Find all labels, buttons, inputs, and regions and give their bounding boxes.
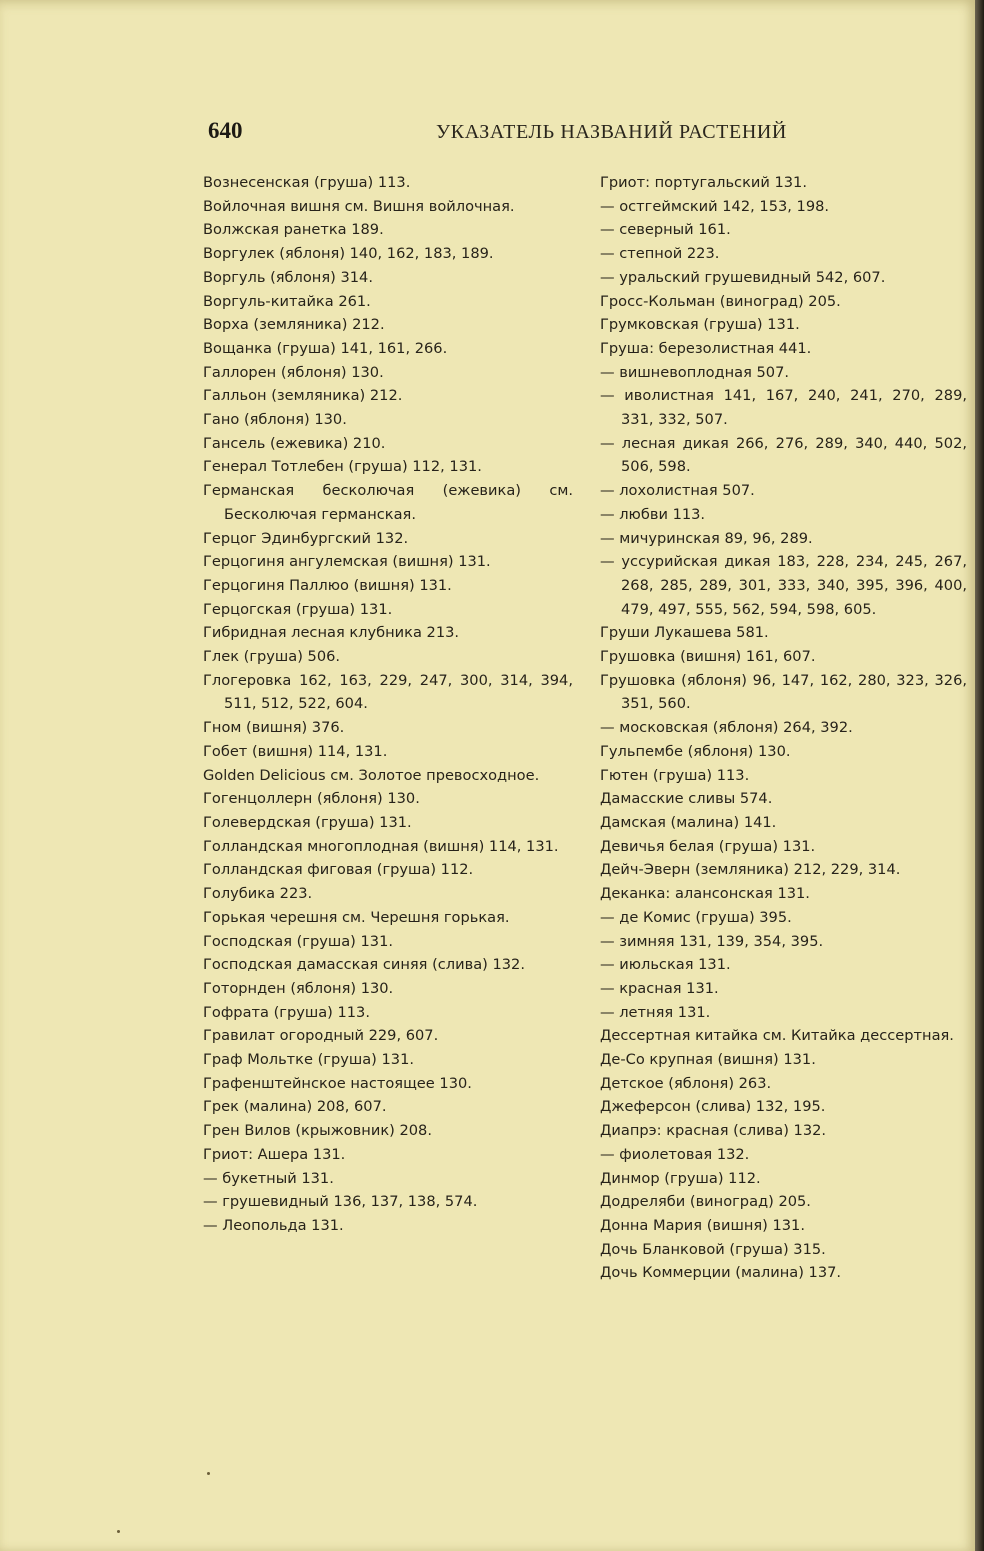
paper-speck — [117, 1530, 120, 1533]
index-entry: Глек (груша) 506. — [203, 648, 341, 666]
index-entry: Грен Вилов (крыжовник) 208. — [203, 1122, 432, 1140]
index-entry: Гибридная лесная клубника 213. — [203, 624, 460, 642]
index-entry: Грумковская (груша) 131. — [600, 316, 800, 334]
index-entry: — зимняя 131, 139, 354, 395. — [600, 932, 824, 950]
index-entry: Дессертная китайка см. Китайка дессертная. — [600, 1027, 954, 1045]
index-entry: — де Комис (груша) 395. — [600, 908, 792, 926]
index-entry: Германская бесколючая (ежевика) см. Бесколючая германская. — [203, 482, 573, 523]
index-entry: Груши Лукашева 581. — [600, 624, 769, 642]
index-entry: — Леопольда 131. — [203, 1216, 344, 1234]
index-entry: Дамская (малина) 141. — [600, 813, 777, 831]
index-entry: Де-Со крупная (вишня) 131. — [600, 1051, 816, 1069]
index-entry: Дейч-Эверн (земляника) 212, 229, 314. — [600, 861, 901, 879]
index-entry: Гобет (вишня) 114, 131. — [203, 742, 388, 760]
index-entry: — красная 131. — [600, 979, 719, 997]
index-entry: Герцогиня Паллюо (вишня) 131. — [203, 576, 452, 594]
index-entry: — уссурийская дикая 183, 228, 234, 245, 267, 268, 285, 289, 301, 333, 340, 395, 396, 400, 479, 497, 555, 562, 594, 598, 605. — [600, 553, 967, 618]
index-entry: Деканка: алансонская 131. — [600, 885, 810, 903]
index-entry: Воргуль (яблоня) 314. — [203, 268, 373, 286]
index-entry: Гравилат огородный 229, 607. — [203, 1027, 439, 1045]
index-entry: Джеферсон (слива) 132, 195. — [600, 1098, 826, 1116]
index-entry: Гано (яблоня) 130. — [203, 411, 347, 429]
index-entry: Гросс-Кольман (виноград) 205. — [600, 292, 841, 310]
index-entry: Груша: березолистная 441. — [600, 339, 812, 357]
index-column-left — [203, 171, 573, 1238]
index-entry: — любви 113. — [600, 505, 706, 523]
index-entry: — грушевидный 136, 137, 138, 574. — [203, 1193, 478, 1211]
index-entry: Ворха (земляника) 212. — [203, 316, 385, 334]
index-entry: Грушовка (яблоня) 96, 147, 162, 280, 323, 326, 351, 560. — [600, 671, 967, 713]
index-entry: Голландская фиговая (груша) 112. — [203, 861, 474, 879]
index-entry: — московская (яблоня) 264, 392. — [600, 719, 853, 737]
index-entry: Девичья белая (груша) 131. — [600, 837, 816, 855]
index-entry: Грушовка (вишня) 161, 607. — [600, 648, 816, 666]
index-entry: — июльская 131. — [600, 956, 731, 974]
index-entry: Гном (вишня) 376. — [203, 719, 345, 737]
index-entry: Войлочная вишня см. Вишня войлочная. — [203, 197, 515, 215]
index-entry: — уральский грушевидный 542, 607. — [600, 268, 886, 286]
index-entry: — букетный 131. — [203, 1169, 334, 1187]
index-entry: Генерал Тотлебен (груша) 112, 131. — [203, 458, 482, 476]
index-entry: Готорнден (яблоня) 130. — [203, 979, 394, 997]
index-entry: Детское (яблоня) 263. — [600, 1074, 772, 1092]
index-entry: Господская (груша) 131. — [203, 932, 393, 950]
index-entry: Динмор (груша) 112. — [600, 1169, 761, 1187]
index-entry: Донна Мария (вишня) 131. — [600, 1216, 805, 1234]
index-entry: Горькая черешня см. Черешня горькая. — [203, 908, 510, 926]
index-entry: Гансель (ежевика) 210. — [203, 434, 386, 452]
index-column-right — [600, 171, 967, 1285]
index-entry: Голубика 223. — [203, 885, 313, 903]
index-entry: Гриот: Ашера 131. — [203, 1145, 346, 1163]
index-entry: Глогеровка 162, 163, 229, 247, 300, 314, 394, 511, 512, 522, 604. — [203, 671, 573, 713]
index-entry: Гульпембе (яблоня) 130. — [600, 742, 791, 760]
index-entry: Воргулек (яблоня) 140, 162, 183, 189. — [203, 245, 494, 263]
index-entry: Дамасские сливы 574. — [600, 790, 773, 808]
index-entry: Герцогская (груша) 131. — [203, 600, 393, 618]
index-entry: Гютен (груша) 113. — [600, 766, 750, 784]
index-entry: Графенштейнское настоящее 130. — [203, 1074, 472, 1092]
index-entry: Воргуль-китайка 261. — [203, 292, 371, 310]
index-entry: Вощанка (груша) 141, 161, 266. — [203, 339, 448, 357]
page-edge-shadow — [975, 0, 984, 1551]
index-entry: — иволистная 141, 167, 240, 241, 270, 289, 331, 332, 507. — [600, 387, 967, 429]
index-entry: Golden Delicious см. Золотое превосходное. — [203, 766, 540, 784]
index-entry: Голевердская (груша) 131. — [203, 813, 412, 831]
index-entry: Гриот: португальский 131. — [600, 174, 807, 191]
index-entry: — лохолистная 507. — [600, 482, 755, 500]
index-entry: Голландская многоплодная (вишня) 114, 131. — [203, 837, 559, 855]
index-entry: Додреляби (виноград) 205. — [600, 1193, 811, 1211]
index-entry: — фиолетовая 132. — [600, 1145, 750, 1163]
index-entry: Господская дамасская синяя (слива) 132. — [203, 956, 525, 974]
index-entry: Гогенцоллерн (яблоня) 130. — [203, 790, 420, 808]
index-entry: — остгеймский 142, 153, 198. — [600, 197, 830, 215]
index-entry: — вишневоплодная 507. — [600, 363, 790, 381]
running-title: УКАЗАТЕЛЬ НАЗВАНИЙ РАСТЕНИЙ — [436, 121, 787, 143]
index-entry: — летняя 131. — [600, 1003, 711, 1021]
index-entry: Вознесенская (груша) 113. — [203, 174, 411, 191]
index-entry: — степной 223. — [600, 245, 720, 263]
index-entry: Герцогиня ангулемская (вишня) 131. — [203, 553, 491, 571]
index-entry: Граф Мольтке (груша) 131. — [203, 1051, 414, 1069]
index-entry: Грек (малина) 208, 607. — [203, 1098, 387, 1116]
index-entry: — северный 161. — [600, 221, 731, 239]
index-entry: Галлорен (яблоня) 130. — [203, 363, 384, 381]
page-number: 640 — [208, 118, 243, 143]
paper-speck — [207, 1472, 210, 1475]
index-entry: Герцог Эдинбургский 132. — [203, 529, 409, 547]
index-entry: Волжская ранетка 189. — [203, 221, 384, 239]
index-entry: — мичуринская 89, 96, 289. — [600, 529, 813, 547]
index-entry: Галльон (земляника) 212. — [203, 387, 403, 405]
index-entry: — лесная дикая 266, 276, 289, 340, 440, 502, 506, 598. — [600, 434, 967, 476]
index-entry: Дочь Бланковой (груша) 315. — [600, 1240, 826, 1258]
index-entry: Дочь Коммерции (малина) 137. — [600, 1264, 842, 1282]
index-entry: Диапрэ: красная (слива) 132. — [600, 1122, 827, 1140]
index-entry: Гофрата (груша) 113. — [203, 1003, 370, 1021]
